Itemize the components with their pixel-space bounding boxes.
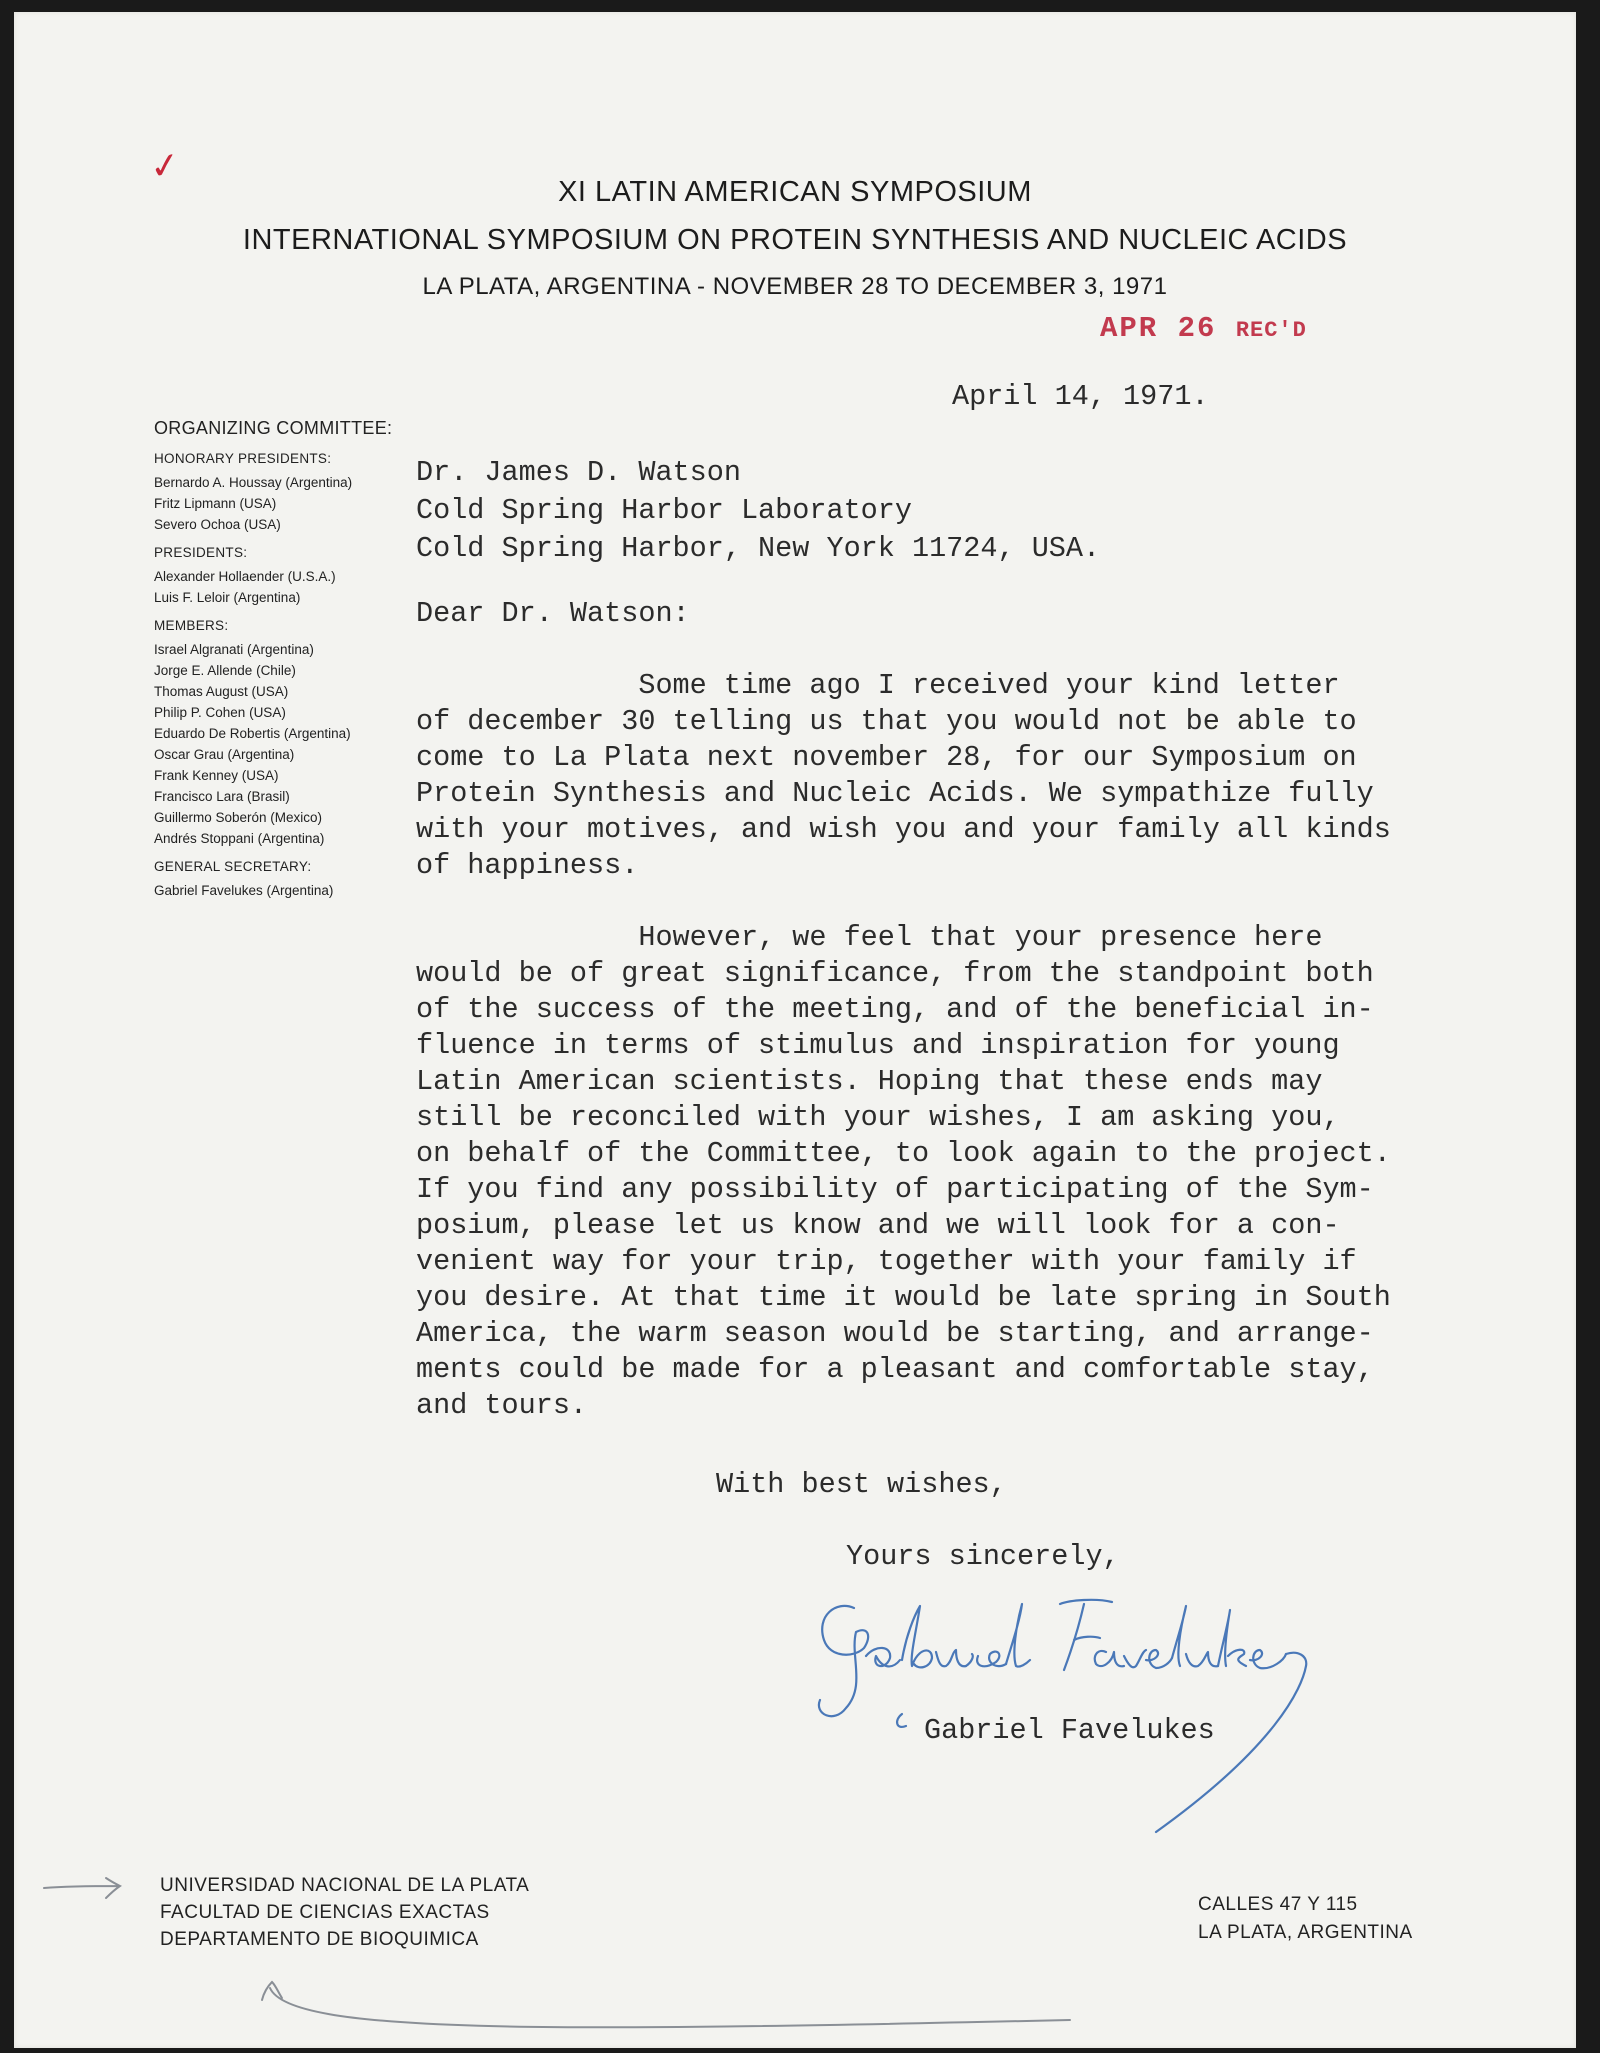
recipient-address: [416, 454, 1100, 568]
text-line: If you find any possibility of participating of the Sym-: [416, 1173, 1374, 1206]
text-line: Protein Synthesis and Nucleic Acids. We sympathize fully: [416, 777, 1374, 810]
address-line: Cold Spring Harbor Laboratory: [416, 494, 912, 527]
committee-name: Bernardo A. Houssay (Argentina): [154, 475, 353, 490]
text-line: ments could be made for a pleasant and comfortable stay,: [416, 1353, 1374, 1386]
received-stamp: [1100, 312, 1307, 345]
letterhead-location-dates: LA PLATA, ARGENTINA - NOVEMBER 28 TO DECEMBER 3, 1971: [422, 273, 1168, 300]
text-line: posium, please let us know and we will look for a con-: [416, 1209, 1340, 1242]
signature-stroke: [1074, 1637, 1100, 1640]
text-line: Latin American scientists. Hoping that these ends may: [416, 1065, 1323, 1098]
pencil-stroke: [270, 1988, 1070, 2027]
margin-check-mark: ✓: [147, 144, 183, 189]
committee-name: Gabriel Favelukes (Argentina): [154, 883, 334, 898]
text-line: come to La Plata next november 28, for our Symposium on: [416, 741, 1357, 774]
text-line: of happiness.: [416, 849, 639, 882]
signature-stroke: [1172, 1606, 1186, 1666]
footer-line: CALLES 47 Y 115: [1198, 1894, 1358, 1915]
text-line: you desire. At that time it would be late spring in South: [416, 1281, 1391, 1314]
organizing-committee: [154, 418, 414, 901]
honorary-presidents-label: HONORARY PRESIDENTS:: [154, 451, 332, 466]
letterhead-subtitle: INTERNATIONAL SYMPOSIUM ON PROTEIN SYNTHESIS AND NUCLEIC ACIDS: [242, 224, 1348, 256]
signature-stroke: [897, 1714, 906, 1727]
signature-stroke: [1218, 1610, 1246, 1666]
committee-name: Fritz Lipmann (USA): [154, 496, 277, 511]
committee-name: Oscar Grau (Argentina): [154, 747, 295, 762]
committee-name: Severo Ochoa (USA): [154, 517, 281, 532]
signature-stroke: [1095, 1651, 1124, 1666]
committee-name: Thomas August (USA): [154, 684, 289, 699]
footer-line: LA PLATA, ARGENTINA: [1198, 1922, 1413, 1943]
signature-stroke: [966, 1652, 1006, 1667]
committee-name: Philip P. Cohen (USA): [154, 705, 286, 720]
stamp-date: APR 26: [1100, 312, 1217, 345]
closing: With best wishes,: [716, 1468, 1007, 1501]
salutation: Dear Dr. Watson:: [416, 597, 690, 630]
committee-name: Eduardo De Robertis (Argentina): [154, 726, 351, 741]
committee-name: Luis F. Leloir (Argentina): [154, 590, 301, 605]
committee-title: ORGANIZING COMMITTEE:: [154, 418, 393, 438]
committee-name: Alexander Hollaender (U.S.A.): [154, 569, 336, 584]
address-line: Cold Spring Harbor, New York 11724, USA.: [416, 532, 1101, 565]
signature-stroke: [1146, 1650, 1172, 1668]
members-label: MEMBERS:: [154, 618, 229, 633]
body-paragraph-1: [416, 668, 1391, 884]
text-line: would be of great significance, from the standpoint both: [416, 957, 1374, 990]
text-line: However, we feel that your presence here: [416, 921, 1323, 954]
committee-name: Israel Algranati (Argentina): [154, 642, 314, 657]
committee-name: Francisco Lara (Brasil): [154, 789, 290, 804]
text-line: Some time ago I received your kind letter: [416, 669, 1340, 702]
signature-stroke: [902, 1606, 932, 1667]
stamp-label: REC'D: [1235, 318, 1307, 343]
text-line: America, the warm season would be starting, and arrange-: [416, 1317, 1374, 1350]
text-line: still be reconciled with your wishes, I am asking you,: [416, 1101, 1340, 1134]
text-line: fluence in terms of stimulus and inspiration for young: [416, 1029, 1340, 1062]
signature-stroke: [1060, 1600, 1112, 1670]
text-line: of the success of the meeting, and of the beneficial in-: [416, 993, 1374, 1026]
signature-stroke: [1186, 1652, 1218, 1666]
signature-stroke: [866, 1648, 900, 1666]
signature-stroke: [1006, 1604, 1030, 1667]
pencil-arrow-mark: [40, 1874, 1090, 2034]
footer-line: FACULTAD DE CIENCIAS EXACTAS: [160, 1902, 490, 1923]
body-paragraph-2: [416, 920, 1391, 1424]
text-line: venient way for your trip, together with your family if: [416, 1245, 1357, 1278]
text-line: with your motives, and wish you and your family all kinds: [416, 813, 1391, 846]
text-line: and tours.: [416, 1389, 588, 1422]
presidents-label: PRESIDENTS:: [154, 545, 248, 560]
signature-stroke: [936, 1650, 966, 1666]
pencil-stroke: [44, 1878, 120, 1898]
signature-stroke: [1250, 1650, 1286, 1668]
letterhead-title: XI LATIN AMERICAN SYMPOSIUM: [558, 176, 1032, 208]
committee-name: Guillermo Soberón (Mexico): [154, 810, 323, 825]
valediction: Yours sincerely,: [846, 1540, 1120, 1573]
address-line: Dr. James D. Watson: [416, 456, 741, 489]
signature-stroke: [1124, 1650, 1146, 1667]
footer-address: [1198, 1891, 1413, 1947]
committee-name: Andrés Stoppani (Argentina): [154, 831, 325, 846]
signer-name: Gabriel Favelukes: [924, 1714, 1215, 1747]
general-secretary-label: GENERAL SECRETARY:: [154, 859, 312, 874]
committee-name: Frank Kenney (USA): [154, 768, 279, 783]
committee-name: Jorge E. Allende (Chile): [154, 663, 296, 678]
signature-stroke: [819, 1606, 868, 1716]
footer-line: DEPARTAMENTO DE BIOQUIMICA: [160, 1929, 479, 1950]
letter-date: April 14, 1971.: [952, 380, 1209, 413]
footer-line: UNIVERSIDAD NACIONAL DE LA PLATA: [160, 1875, 530, 1896]
text-line: on behalf of the Committee, to look again to the project.: [416, 1137, 1391, 1170]
text-line: of december 30 telling us that you would not be able to: [416, 705, 1357, 738]
